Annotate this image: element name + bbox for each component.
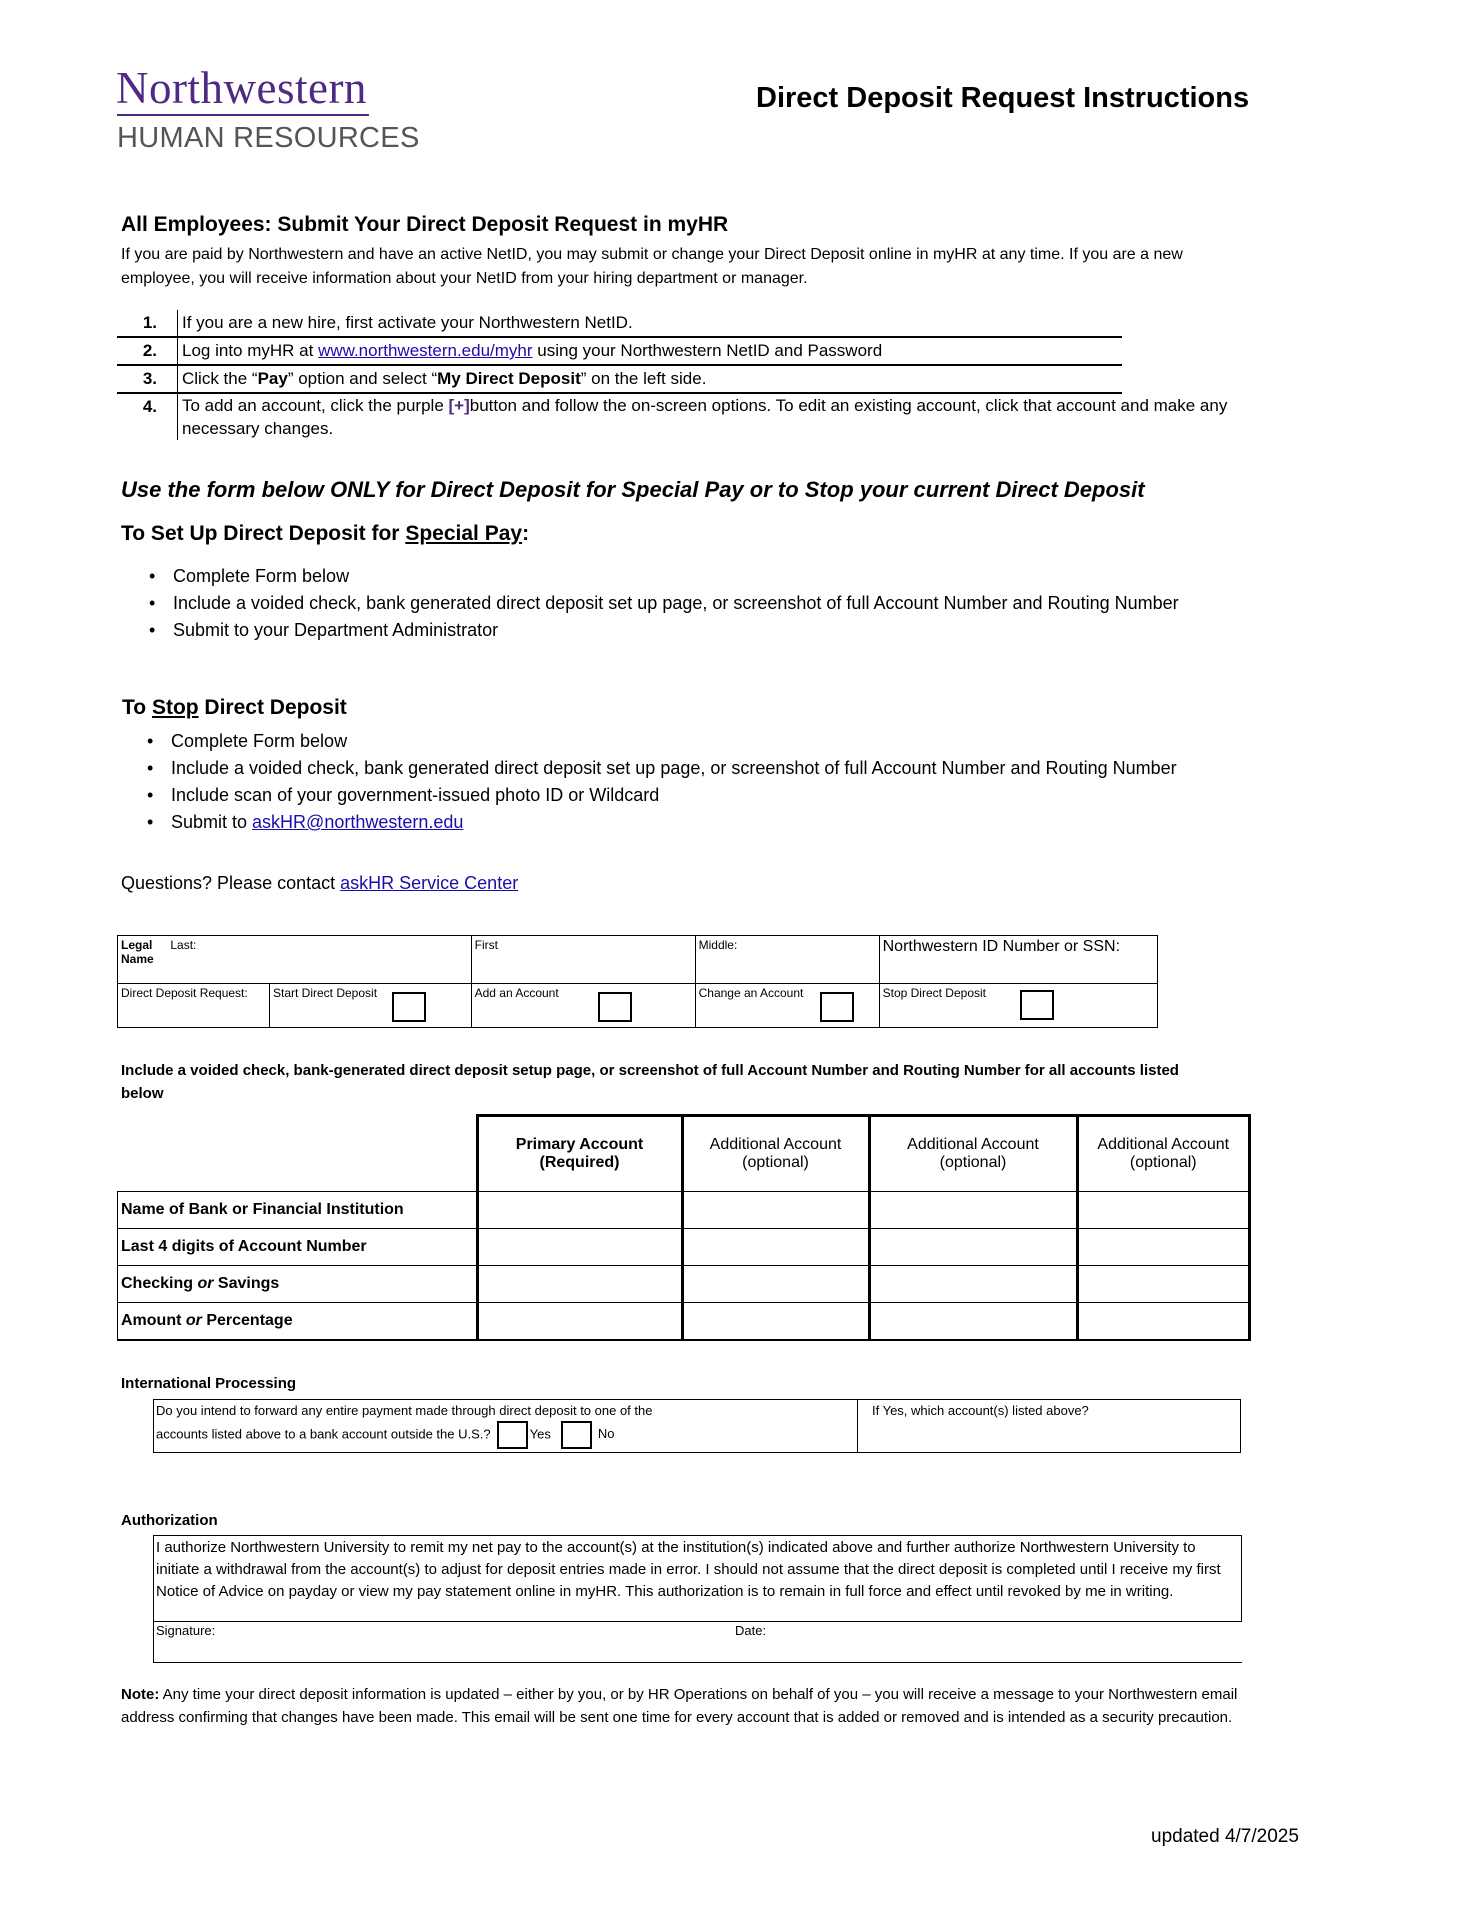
- document-title: Direct Deposit Request Instructions: [756, 82, 1250, 114]
- list-item: • Complete Form below: [121, 563, 1271, 590]
- special-pay-list: [121, 563, 1271, 644]
- account-input-cell[interactable]: [477, 1266, 682, 1303]
- myhr-link[interactable]: www.northwestern.edu/myhr: [318, 341, 533, 360]
- step-4: 4. To add an account, click the purple [+]button and follow the on-screen options. To edit an existing account, click that account and make any necessary changes.: [117, 394, 1257, 440]
- no-checkbox[interactable]: [561, 1421, 592, 1449]
- account-input-cell[interactable]: [477, 1192, 682, 1229]
- accounts-instruction: Include a voided check, bank-generated direct deposit setup page, or screenshot of full Account Number and Routing Number for all accounts listed below: [121, 1062, 1179, 1102]
- account-input-cell[interactable]: [869, 1303, 1077, 1341]
- authorization-heading: Authorization: [121, 1512, 218, 1529]
- yes-checkbox[interactable]: [497, 1421, 528, 1449]
- stop-list: [119, 728, 1269, 836]
- stop-direct-deposit-cell: Stop Direct Deposit: [879, 984, 1157, 1028]
- first-name-cell[interactable]: First: [471, 936, 695, 984]
- table-row: Amount or Percentage: [118, 1303, 1250, 1341]
- change-account-cell: Change an Account: [695, 984, 879, 1028]
- account-input-cell[interactable]: [869, 1229, 1077, 1266]
- id-number-cell[interactable]: Northwestern ID Number or SSN:: [879, 936, 1157, 984]
- international-box: [153, 1399, 1241, 1453]
- account-input-cell[interactable]: [869, 1192, 1077, 1229]
- list-item: • Complete Form below: [119, 728, 1269, 755]
- account-input-cell[interactable]: [682, 1303, 869, 1341]
- footer-note: Note: Any time your direct deposit information is updated – either by you, or by HR Operations on behalf of you – you will receive a message to your Northwestern email address confirming that changes have been made. This email will be sent one time for every account that is added or removed and is intended as a security precaution.: [121, 1686, 1238, 1726]
- account-input-cell[interactable]: [869, 1266, 1077, 1303]
- list-item: • Include scan of your government-issued photo ID or Wildcard: [119, 782, 1269, 809]
- table-row: Last 4 digits of Account Number: [118, 1229, 1250, 1266]
- steps-list: [117, 310, 1257, 440]
- primary-account-header: Primary Account (Required): [477, 1116, 682, 1192]
- list-item: • Include a voided check, bank generated direct deposit set up page, or screenshot of full Account Number and Routing Number: [121, 590, 1271, 617]
- special-pay-heading: To Set Up Direct Deposit for Special Pay:: [121, 522, 530, 545]
- signature-row: [153, 1621, 1242, 1663]
- list-item: • Include a voided check, bank generated direct deposit set up page, or screenshot of full Account Number and Routing Number: [119, 755, 1269, 782]
- international-question: Do you intend to forward any entire payment made through direct deposit to one of the accounts listed above to a bank account outside the U.S.? Yes No: [156, 1401, 856, 1449]
- questions-line: Questions? Please contact askHR Service Center: [121, 873, 519, 893]
- middle-name-cell[interactable]: Middle:: [695, 936, 879, 984]
- additional-account-header: Additional Account (optional): [869, 1116, 1077, 1192]
- form-usage-notice: Use the form below ONLY for Direct Deposit for Special Pay or to Stop your current Direct Deposit: [121, 477, 1145, 502]
- request-label: Direct Deposit Request:: [118, 984, 270, 1028]
- authorization-text: I authorize Northwestern University to remit my net pay to the account(s) at the institution(s) indicated above and further authorize Northwestern University to initiate a withdrawal from the account(s) to adjust for deposit entries made in error. I should not assume that the direct deposit is completed until I receive my first Notice of Advice on payday or view my pay statement online in myHR. This authorization is to remain in full force and effect until revoked by me in writing.: [156, 1539, 1221, 1600]
- legal-name-cell[interactable]: Legal Last: Name: [118, 936, 472, 984]
- table-row: Name of Bank or Financial Institution: [118, 1192, 1250, 1229]
- change-account-checkbox[interactable]: [820, 992, 854, 1022]
- intro-text: If you are paid by Northwestern and have an active NetID, you may submit or change your Direct Deposit online in myHR at any time. If you are a new employee, you will receive information about your NetID from your hiring department or manager.: [121, 246, 1183, 287]
- add-account-checkbox[interactable]: [598, 992, 632, 1022]
- table-row: Checking or Savings: [118, 1266, 1250, 1303]
- logo-northwestern: Northwestern: [116, 63, 367, 113]
- employee-info-table: [117, 935, 1158, 1028]
- updated-date: updated 4/7/2025: [1151, 1826, 1299, 1847]
- authorization-box: [153, 1535, 1242, 1622]
- step-2: 2. Log into myHR at www.northwestern.edu/myhr using your Northwestern NetID and Password: [117, 338, 1122, 366]
- add-account-cell: Add an Account: [471, 984, 695, 1028]
- logo-underline: [117, 114, 369, 116]
- date-field[interactable]: Date:: [735, 1623, 767, 1638]
- account-input-cell[interactable]: [682, 1192, 869, 1229]
- account-input-cell[interactable]: [1077, 1266, 1250, 1303]
- list-item: • Submit to your Department Administrator: [121, 617, 1271, 644]
- account-input-cell[interactable]: [1077, 1303, 1250, 1341]
- askhr-service-center-link[interactable]: askHR Service Center: [340, 873, 519, 893]
- international-heading: International Processing: [121, 1375, 297, 1392]
- account-input-cell[interactable]: [682, 1229, 869, 1266]
- account-input-cell[interactable]: [477, 1303, 682, 1341]
- askhr-email-link[interactable]: askHR@northwestern.edu: [252, 812, 464, 832]
- list-item: • Submit to askHR@northwestern.edu: [119, 809, 1269, 836]
- stop-heading: To Stop Direct Deposit: [122, 696, 347, 719]
- additional-account-header: Additional Account (optional): [682, 1116, 869, 1192]
- additional-account-header: Additional Account (optional): [1077, 1116, 1250, 1192]
- step-3: 3. Click the “Pay” option and select “My Direct Deposit” on the left side.: [117, 366, 1122, 394]
- which-account-field[interactable]: If Yes, which account(s) listed above?: [872, 1403, 1089, 1418]
- account-input-cell[interactable]: [477, 1229, 682, 1266]
- logo-human-resources: HUMAN RESOURCES: [117, 122, 420, 154]
- account-input-cell[interactable]: [682, 1266, 869, 1303]
- signature-field[interactable]: Signature:: [156, 1623, 216, 1638]
- accounts-table: [117, 1114, 1251, 1341]
- start-direct-deposit-checkbox[interactable]: [392, 992, 426, 1022]
- intro-heading: All Employees: Submit Your Direct Deposit Request in myHR: [121, 213, 729, 236]
- step-1: 1. If you are a new hire, first activate your Northwestern NetID.: [117, 310, 1122, 338]
- start-direct-deposit-cell: Start Direct Deposit: [270, 984, 472, 1028]
- purple-plus-icon: [+]: [448, 396, 470, 415]
- stop-direct-deposit-checkbox[interactable]: [1020, 990, 1054, 1020]
- account-input-cell[interactable]: [1077, 1229, 1250, 1266]
- account-input-cell[interactable]: [1077, 1192, 1250, 1229]
